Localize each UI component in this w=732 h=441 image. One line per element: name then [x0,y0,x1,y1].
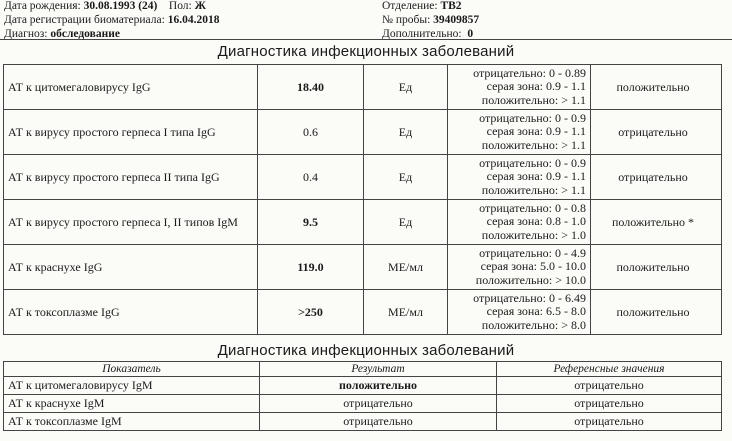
sample-label: № пробы: [382,14,431,26]
test-result: 0.6 [258,110,364,155]
birth-date-value: 30.08.1993 (24) [83,0,158,12]
birth-date-label: Дата рождения: [4,0,81,12]
test-name: АТ к цитомегаловирусу IgM [4,377,260,395]
qualitative-row [4,413,722,431]
sample-line [382,14,479,26]
reference-line: положительно: > 1.1 [481,92,586,107]
reference-value: отрицательно [497,377,722,395]
test-conclusion: положительно * [591,200,722,245]
reference-line: отрицательно: 0 - 0.89 [473,65,586,80]
qualitative-table [3,361,722,431]
department-label: Отделение: [382,0,438,12]
result-row [4,245,722,290]
test-result: 119.0 [258,245,364,290]
test-result: 0.4 [258,155,364,200]
column-header: Показатель [4,362,260,377]
reference-line: серая зона: 0.9 - 1.1 [486,79,586,94]
registration-label: Дата регистрации биоматериала: [4,14,165,26]
test-name: АТ к токсоплазме IgM [4,413,260,431]
reference-line: серая зона: 0.8 - 1.0 [486,214,586,229]
test-name: АТ к краснухе IgM [4,395,260,413]
reference-line: серая зона: 0.9 - 1.1 [486,124,586,139]
sex-label: Пол: [168,0,192,12]
result-row [4,200,722,245]
reference-line: положительно: > 1.0 [481,227,586,242]
reference-line: отрицательно: 0 - 6.49 [473,290,586,305]
test-unit: МЕ/мл [364,245,448,290]
reference-line: отрицательно: 0 - 0.8 [479,200,586,215]
reference-line: серая зона: 5.0 - 10.0 [480,259,586,274]
reference-line: отрицательно: 0 - 0.9 [479,110,586,125]
department-line [382,0,462,12]
department-value: ТВ2 [440,0,462,12]
test-result: 9.5 [258,200,364,245]
test-unit: Ед [364,110,448,155]
sample-value: 39409857 [433,14,480,26]
reference-line: положительно: > 10.0 [475,272,586,287]
diagnosis-value: обследование [50,28,120,40]
section2-title: Диагностика инфекционных заболеваний [217,342,515,359]
birth-date-line [4,0,206,12]
test-result: отрицательно [260,413,497,431]
registration-line [4,14,219,26]
result-row [4,65,722,110]
test-name: АТ к вирусу простого герпеса II типа IgG [4,155,258,200]
column-header: Референсные значения [497,362,722,377]
test-conclusion: положительно [591,290,722,335]
reference-range [448,110,591,155]
header-divider [0,39,732,40]
test-unit: Ед [364,65,448,110]
test-name: АТ к вирусу простого герпеса I типа IgG [4,110,258,155]
test-conclusion: отрицательно [591,155,722,200]
test-name: АТ к цитомегаловирусу IgG [4,65,258,110]
result-row [4,290,722,335]
sex-value: Ж [194,0,206,12]
diagnosis-label: Диагноз: [4,28,48,40]
qualitative-header-row [4,362,722,377]
reference-line: положительно: > 1.1 [481,137,586,152]
result-row [4,155,722,200]
test-conclusion: положительно [591,65,722,110]
extra-label: Дополнительно: [382,28,462,40]
extra-value: 0 [467,28,474,40]
test-conclusion: положительно [591,245,722,290]
qualitative-row [4,377,722,395]
reference-line: положительно: > 8.0 [481,317,586,332]
test-name: АТ к токсоплазме IgG [4,290,258,335]
reference-line: серая зона: 0.9 - 1.1 [486,169,586,184]
registration-value: 16.04.2018 [167,14,220,26]
test-unit: МЕ/мл [364,290,448,335]
reference-line: отрицательно: 0 - 4.9 [479,245,586,260]
reference-range [448,155,591,200]
test-unit: Ед [364,155,448,200]
test-result: >250 [258,290,364,335]
test-result: положительно [260,377,497,395]
test-conclusion: отрицательно [591,110,722,155]
reference-value: отрицательно [497,395,722,413]
qualitative-row [4,395,722,413]
result-row [4,110,722,155]
reference-range [448,290,591,335]
test-result: отрицательно [260,395,497,413]
column-header: Результат [260,362,497,377]
reference-value: отрицательно [497,413,722,431]
reference-range [448,65,591,110]
test-unit: Ед [364,200,448,245]
test-name: АТ к краснухе IgG [4,245,258,290]
section1-title: Диагностика инфекционных заболеваний [217,43,515,60]
reference-line: положительно: > 1.1 [481,182,586,197]
test-result: 18.40 [258,65,364,110]
reference-range [448,245,591,290]
reference-line: серая зона: 6.5 - 8.0 [486,304,586,319]
reference-line: отрицательно: 0 - 0.9 [479,155,586,170]
test-name: АТ к вирусу простого герпеса I, II типов IgM [4,200,258,245]
reference-range [448,200,591,245]
results-table [3,64,722,335]
